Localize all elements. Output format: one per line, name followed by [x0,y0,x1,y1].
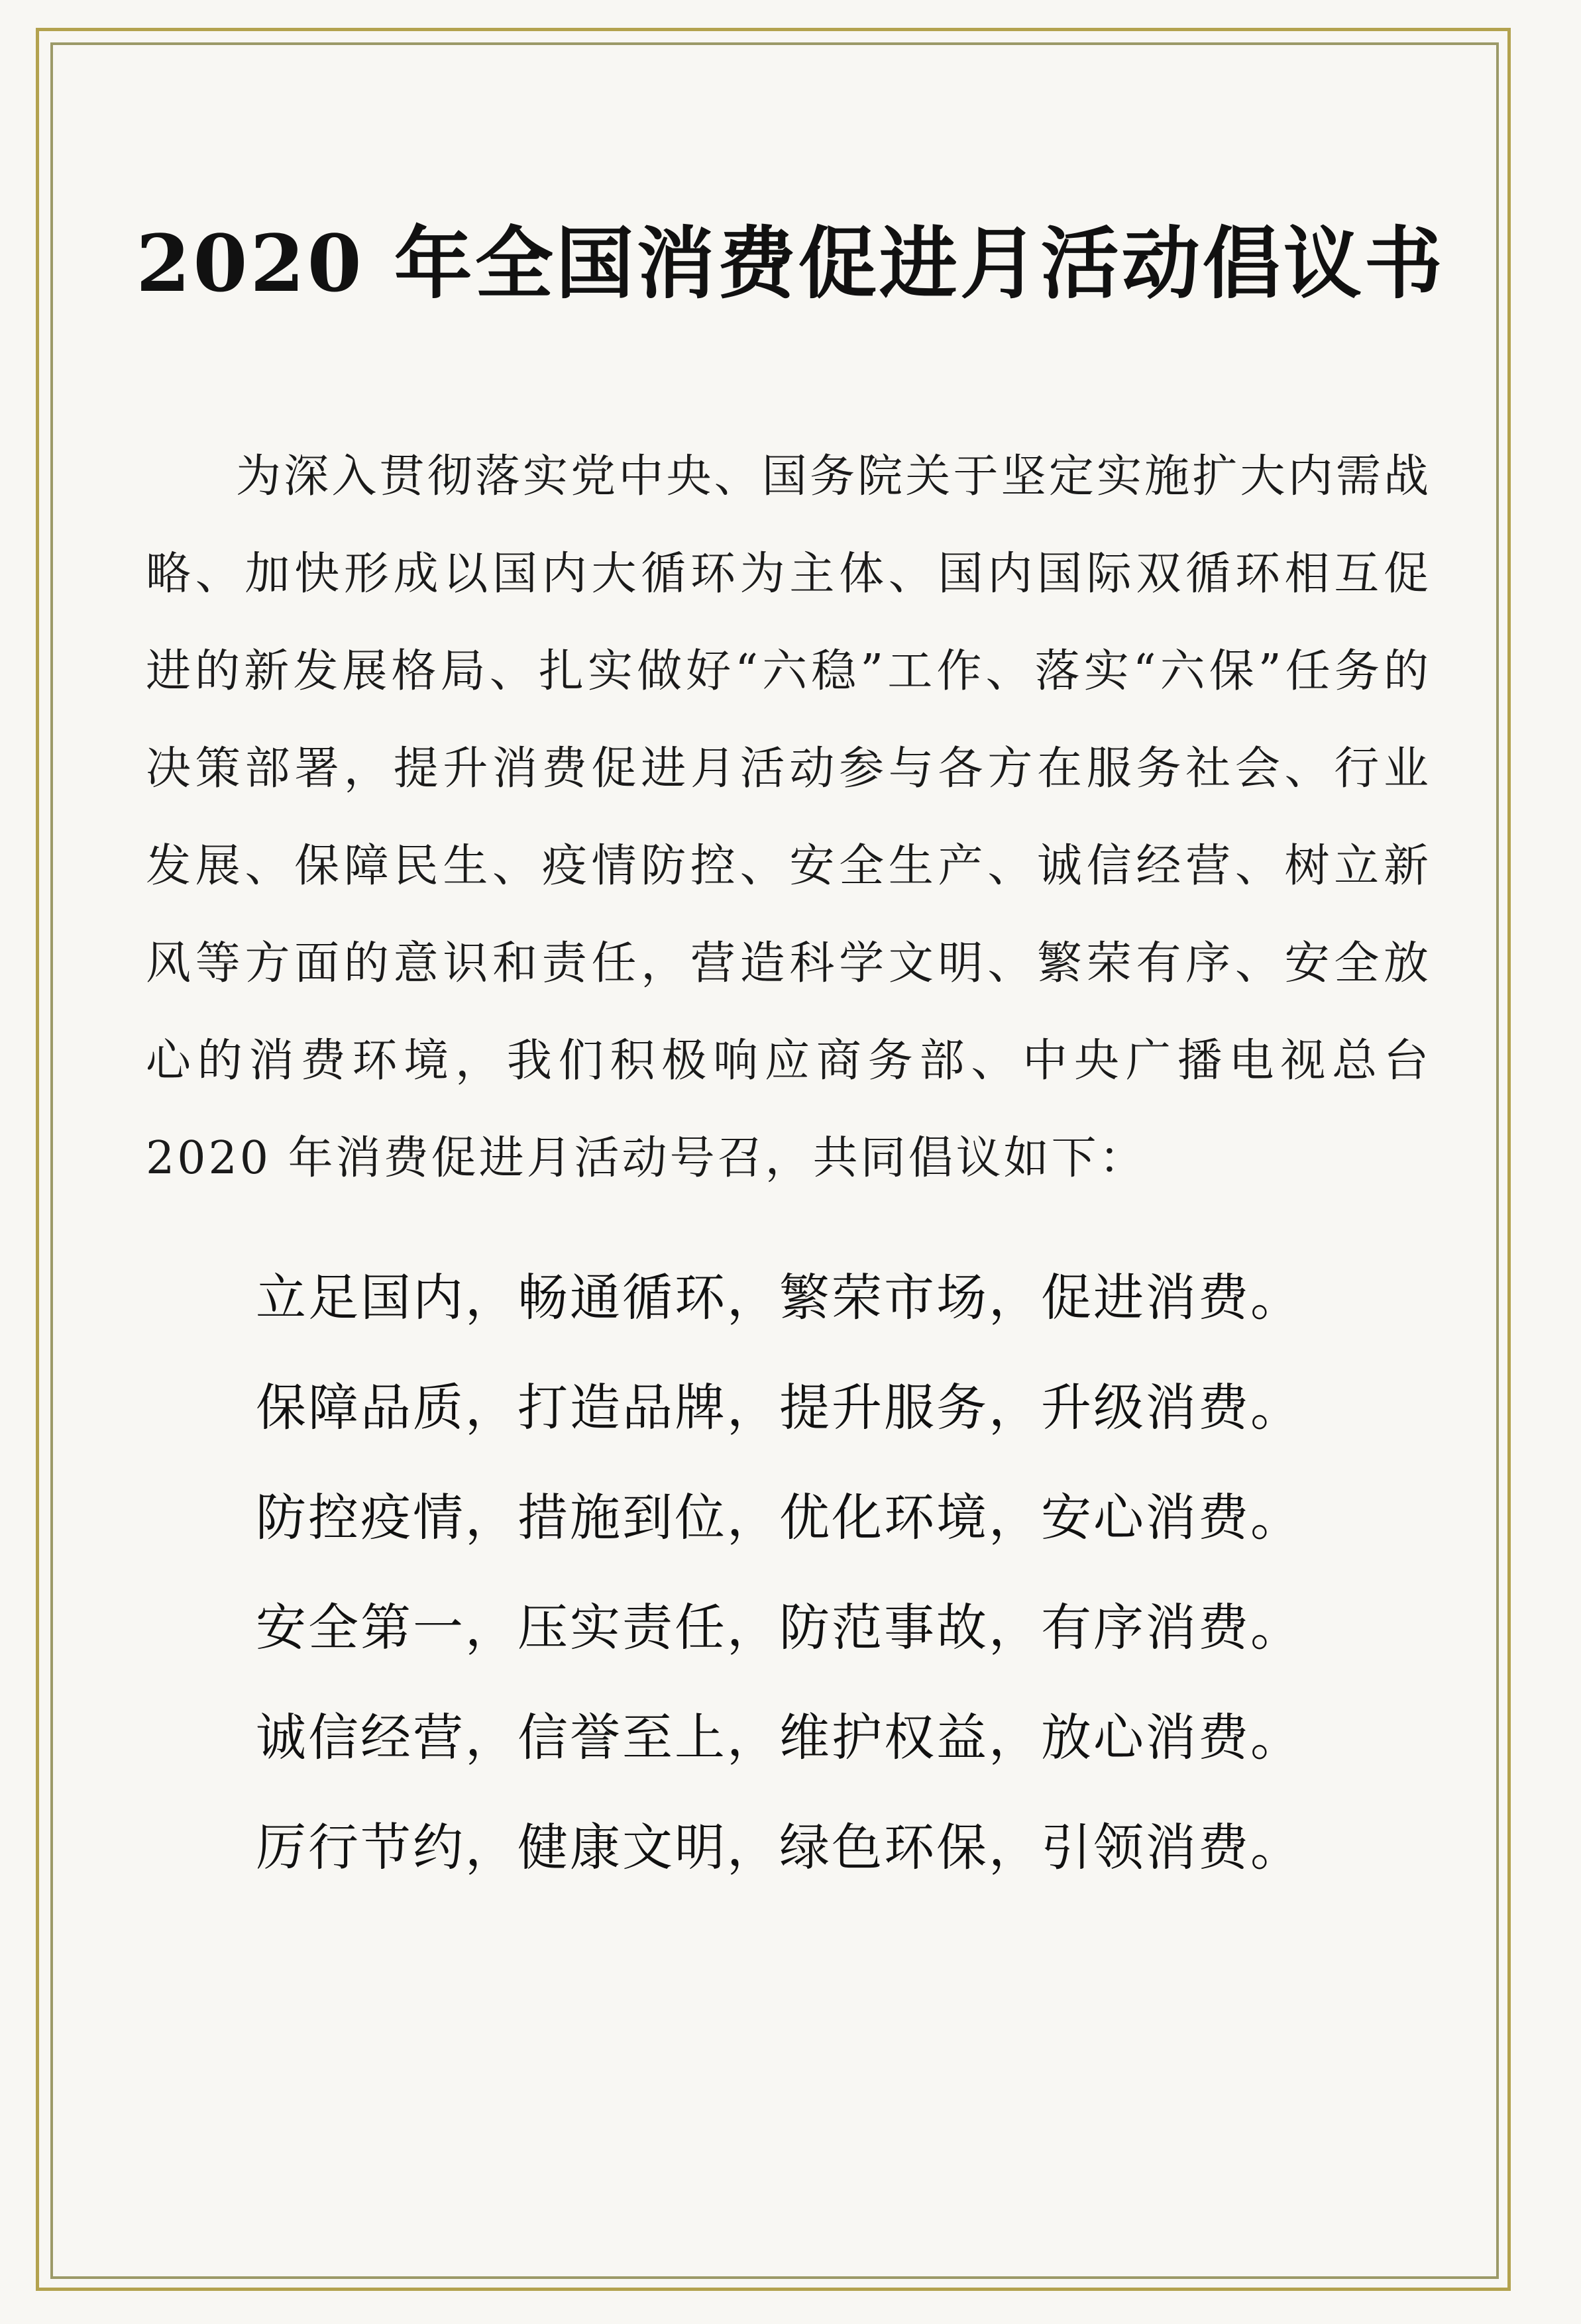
document-title: 2020 年全国消费促进月活动倡议书 [136,217,1445,310]
slogan-list [256,1243,1382,1903]
slogan-line: 厉行节约，健康文明，绿色环保，引领消费。 [256,1818,1303,1877]
slogan-line: 防控疫情，措施到位，优化环境，安心消费。 [256,1488,1303,1547]
slogan-line: 立足国内，畅通循环，繁荣市场，促进消费。 [256,1268,1303,1327]
body-paragraph: 为深入贯彻落实党中央、国务院关于坚定实施扩大内需战略、加快形成以国内大循环为主体、国内国际双循环相互促进的新发展格局、扎实做好“六稳”工作、落实“六保”任务的决策部署，提升消费促进月活动参与各方在服务社会、行业发展、保障民生、疫情防控、安全生产、诚信经营、树立新风等方面的意识和责任，营造科学文明、繁荣有序、安全放心的消费环境，我们积极响应商务部、中央广播电视总台 2020 年消费促进月活动号召，共同倡议如下： [146,450,1431,1185]
slogan-line: 诚信经营，信誉至上，维护权益，放心消费。 [256,1708,1303,1767]
slogan-line: 保障品质，打造品牌，提升服务，升级消费。 [256,1378,1303,1437]
slogan-line: 安全第一，压实责任，防范事故，有序消费。 [256,1598,1303,1657]
